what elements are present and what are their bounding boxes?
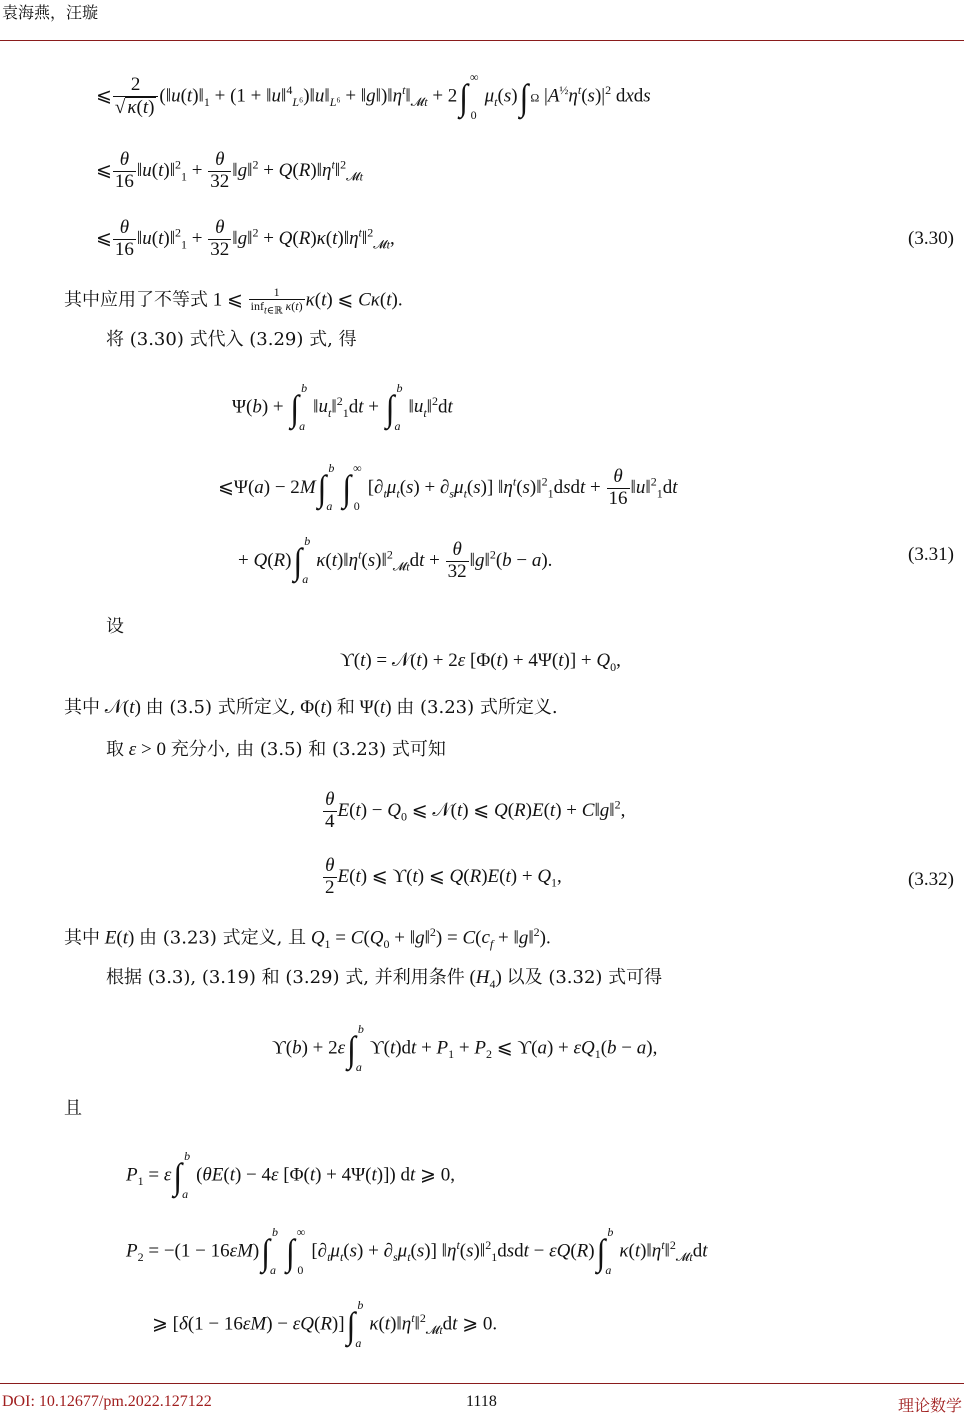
math-line-331b: ⩽Ψ(a) − 2M∫ ba ∫ $\infty 0[\partial_t\mu_t(s) + \partial_s\mu_t(s)]$ $‖\eta^t(s)‖^2_1dsdt$ + $\frac{\theta}{16}$ ‖u‖$^2_1$dt (218, 461, 678, 514)
upsilon-inequality: ϒ(b) + 2ε∫ $baϒ(t)dt + P_1 + P_2$ ⩽ $ϒ(a) + \varepsilon Q_1(b - a)$, (272, 1022, 658, 1074)
paragraph-1: 其中应用了不等式 1 ⩽ $\frac{1}{inf_{t\in ℝ} \kappa(t)}$ κ(t) ⩽ Cκ(t). (64, 285, 403, 317)
footer-page-number: 1118 (466, 1393, 497, 1410)
paragraph-2: 将 (3.30) 式代入 (3.29) 式, 得 (106, 329, 357, 350)
equation-number-332: (3.32) (908, 869, 954, 890)
header-rule (0, 40, 964, 41)
math-line-2: ⩽ $\frac{\theta}{16}$ ‖u(t)‖$^2_1$ + $\frac{\theta}{32}$ ‖g‖$^2$ + $Q(R)‖\eta^t‖^2_{𝓜t}$ (96, 149, 363, 192)
math-line-1: ⩽ $\frac{2}{√ \kappa(t)}$ ($‖u(t)‖_1 + (1$ + $‖u‖^4_{L^6})‖u‖_{L^6}$ + $‖g‖)‖\eta^t‖_{𝓜t} + 2\int$ $\infty 0\mu_t(s)\int$ Ω $|A^{\frac{1}{2}}\eta^t(s)|^2$ dxds (96, 69, 651, 122)
paragraph-3: 设 (106, 616, 124, 637)
page-header (0, 0, 964, 40)
paragraph-7: 根据 (3.3), (3.19) 和 (3.29) 式, 并利用条件 $(H_4)$ 以及 (3.32) 式可得 (106, 967, 663, 991)
math-line-331a: Ψ(b) + ∫ $ba‖u_t‖^2_1dt$ + ∫ $ba‖u_t‖^2dt$ (232, 381, 453, 433)
paragraph-5: 取 ε > 0 充分小, 由 (3.5) 和 (3.23) 式可知 (106, 739, 446, 760)
math-line-332a: $\frac{\theta}{4}$ $E(t) - Q_0$ ⩽ 𝒩(t) ⩽ Q(R)E(t) + C‖g‖$^2$, (325, 789, 626, 832)
math-line-332b: $\frac{\theta}{2}$ E(t) ⩽ ϒ(t) ⩽ $Q(R)E(t) + Q_1$, (325, 855, 562, 898)
upsilon-definition: ϒ(t) = 𝒩(t) + 2ε $[\Phi(t) + 4\Psi(t)] + Q_0$, (340, 650, 621, 674)
math-line-3: ⩽ $\frac{\theta}{16}$ ‖u(t)‖$^2_1$ + $\frac{\theta}{32}$ ‖g‖$^2$ + $Q(R)\kappa(t)‖\eta^t‖^2_{𝓜t}$, (96, 217, 395, 260)
paragraph-6: 其中 E(t) 由 (3.23) 式定义, 且 $Q_1 = C(Q_0$ + ‖g‖$^2$) = $C(c_f$ + ‖g‖$^2$). (64, 925, 551, 952)
paragraph-4: 其中 𝒩(t) 由 (3.5) 式所定义, Φ(t) 和 Ψ(t) 由 (3.23) 式所定义. (64, 697, 558, 718)
equation-number-331: (3.31) (908, 544, 954, 565)
equation-number-330: (3.30) (908, 228, 954, 249)
footer-journal-name: 理论数学 (897, 1396, 962, 1415)
p2-definition: $P_2 = -(1 - 16\varepsilon M)\int$ ba ∫ $\infty 0[\partial_t\mu_t(s) + \partial_s\mu_t(s)]$ $‖\eta^t(s)‖^2_1dsdt - \varepsilon Q(R)\int$ $ba\kappa(t)‖\eta^t‖^2_{𝓜t}dt$ (126, 1225, 708, 1277)
header-authors: 袁海燕，汪璇 (2, 3, 99, 22)
p1-definition: $P_1 = \varepsilon\int$ ba(θE(t) − 4ε [Φ(t) + 4Ψ(t)]) dt ⩾ 0, (126, 1149, 455, 1201)
math-line-331c: + Q(R)∫ $ba\kappa(t)‖\eta^t(s)‖^2_{𝓜t}dt$ + $\frac{\theta}{32}$ ‖g‖$^2$(b − a). (238, 534, 553, 587)
paragraph-8: 且 (64, 1098, 82, 1119)
footer-rule (0, 1383, 964, 1384)
footer-doi-link[interactable]: DOI: 10.12677/pm.2022.127122 (2, 1393, 212, 1410)
p2-bound: ⩾ [δ(1 − 16εM) − εQ(R)]∫ $ba\kappa(t)‖\eta^t‖^2_{𝓜t}dt$ ⩾ 0. (152, 1298, 498, 1350)
